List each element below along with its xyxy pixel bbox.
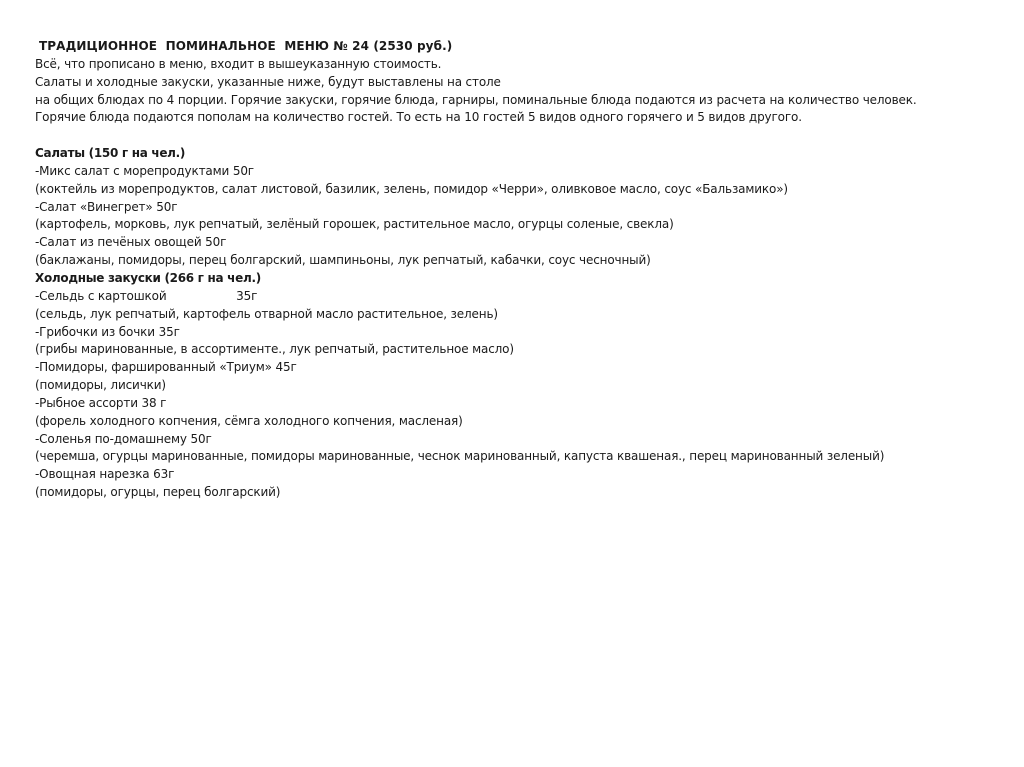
menu-item-ingredients: (картофель, морковь, лук репчатый, зелёный горошек, растительное масло, огурцы соленые, свекла) <box>35 217 674 232</box>
menu-item-name: -Овощная нарезка 63г <box>35 467 175 482</box>
intro-line: Салаты и холодные закуски, указанные ниже, будут выставлены на столе <box>35 74 501 89</box>
blank-line <box>35 127 995 145</box>
menu-item-ingredients: (черемша, огурцы маринованные, помидоры маринованные, чеснок маринованный, капуста квашеная., перец маринованный зеленый) <box>35 449 885 464</box>
menu-item-name: -Грибочки из бочки 35г <box>35 324 180 339</box>
menu-item-ingredients: (грибы маринованные, в ассортименте., лук репчатый, растительное масло) <box>35 342 514 357</box>
menu-item-name: -Микс салат с морепродуктами 50г <box>35 163 254 178</box>
section-heading-salads: Салаты (150 г на чел.) <box>35 146 186 161</box>
menu-item-name: -Салат из печёных овощей 50г <box>35 235 227 250</box>
menu-item-ingredients: (коктейль из морепродуктов, салат листовой, базилик, зелень, помидор «Черри», оливковое масло, соус «Бальзамико») <box>35 181 788 196</box>
menu-item-ingredients: (баклажаны, помидоры, перец болгарский, шампиньоны, лук репчатый, кабачки, соус чесночный) <box>35 253 651 268</box>
intro-line: на общих блюдах по 4 порции. Горячие закуски, горячие блюда, гарниры, поминальные блюда подаются из расчета на количество человек. <box>35 92 917 107</box>
intro-line: Всё, что прописано в меню, входит в вышеуказанную стоимость. <box>35 56 442 71</box>
menu-item-ingredients: (форель холодного копчения, сёмга холодного копчения, масленая) <box>35 413 463 428</box>
menu-document <box>35 38 995 502</box>
menu-item-name: -Помидоры, фаршированный «Триум» 45г <box>35 360 297 375</box>
intro-line: Горячие блюда подаются пополам на количество гостей. То есть на 10 гостей 5 видов одного горячего и 5 видов другого. <box>35 110 802 125</box>
menu-item-ingredients: (помидоры, огурцы, перец болгарский) <box>35 485 281 500</box>
menu-item-ingredients: (сельдь, лук репчатый, картофель отварной масло растительное, зелень) <box>35 306 498 321</box>
menu-item-ingredients: (помидоры, лисички) <box>35 378 166 393</box>
section-heading-cold-snacks: Холодные закуски (266 г на чел.) <box>35 270 261 285</box>
menu-item-name: -Рыбное ассорти 38 г <box>35 395 167 410</box>
document-title: ТРАДИЦИОННОЕ ПОМИНАЛЬНОЕ МЕНЮ № 24 (2530 руб.) <box>39 39 453 53</box>
menu-item-name: -Сельдь с картошкой 35г <box>35 288 258 303</box>
menu-item-name: -Соленья по-домашнему 50г <box>35 431 212 446</box>
menu-item-name: -Салат «Винегрет» 50г <box>35 199 178 214</box>
